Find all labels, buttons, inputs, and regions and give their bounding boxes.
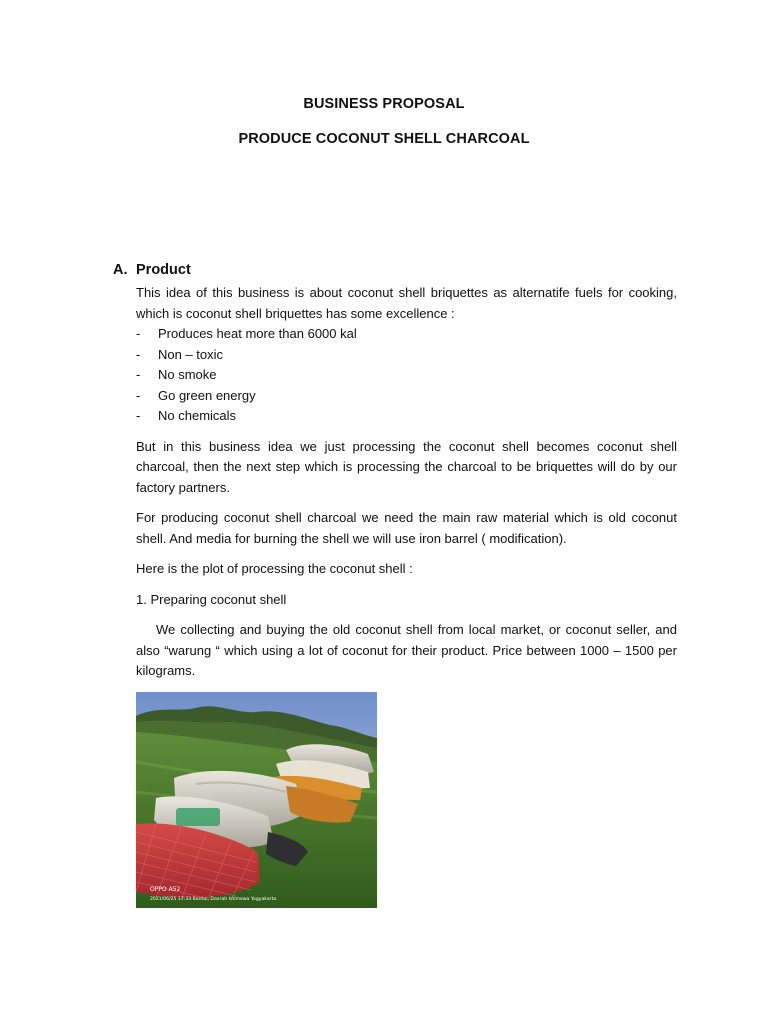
list-item [136,406,677,427]
excellence-list [136,324,677,427]
list-item [136,324,677,345]
step-1-heading: 1. Preparing coconut shell [136,591,287,607]
section-heading [113,262,191,278]
list-dash: - [136,387,141,403]
list-item-text: Go green energy [158,387,256,403]
list-item [136,365,677,386]
list-dash: - [136,367,141,382]
list-item [136,345,677,366]
document-subtitle: PRODUCE COCONUT SHELL CHARCOAL [238,131,530,147]
list-dash: - [136,346,141,362]
photo-camera-label: OPPO A52 [150,886,181,893]
paragraph-plot-intro: Here is the plot of processing the coconut shell : [136,561,413,576]
section-title: Product [136,262,191,278]
list-item [136,386,677,407]
coconut-shell-sacks-photo [136,692,377,908]
list-dash: - [136,326,141,341]
section-letter: A. [113,262,128,278]
intro-paragraph: This idea of this business is about coconut shell briquettes as alternatife fuels for cooking, which is coconut shell briquettes has some excellence : [136,285,677,321]
step-1-paragraph: We collecting and buying the old coconut shell from local market, or coconut seller, and also “warung “ which using a lot of coconut for their product. Price between 1000 – 1500 per kilograms. [136,622,677,678]
list-item-text: Non – toxic [158,346,224,362]
list-dash: - [136,408,141,423]
list-item-text: No chemicals [158,408,237,423]
document-title: BUSINESS PROPOSAL [303,96,465,112]
section-body [136,283,677,682]
paragraph-raw-material: For producing coconut shell charcoal we need the main raw material which is old coconut shell. And media for burning the shell we will use iron barrel ( modification). [136,510,677,546]
paragraph-processing: But in this business idea we just processing the coconut shell becomes coconut shell charcoal, then the next step which is processing the charcoal to be briquettes will do by our factory partners. [136,438,677,495]
list-item-text: Produces heat more than 6000 kal [158,326,357,341]
photo-timestamp: 2021/06/25 17:33 Bantul, Daerah Istimewa Yogyakarta [150,897,277,902]
list-item-text: No smoke [158,367,217,382]
